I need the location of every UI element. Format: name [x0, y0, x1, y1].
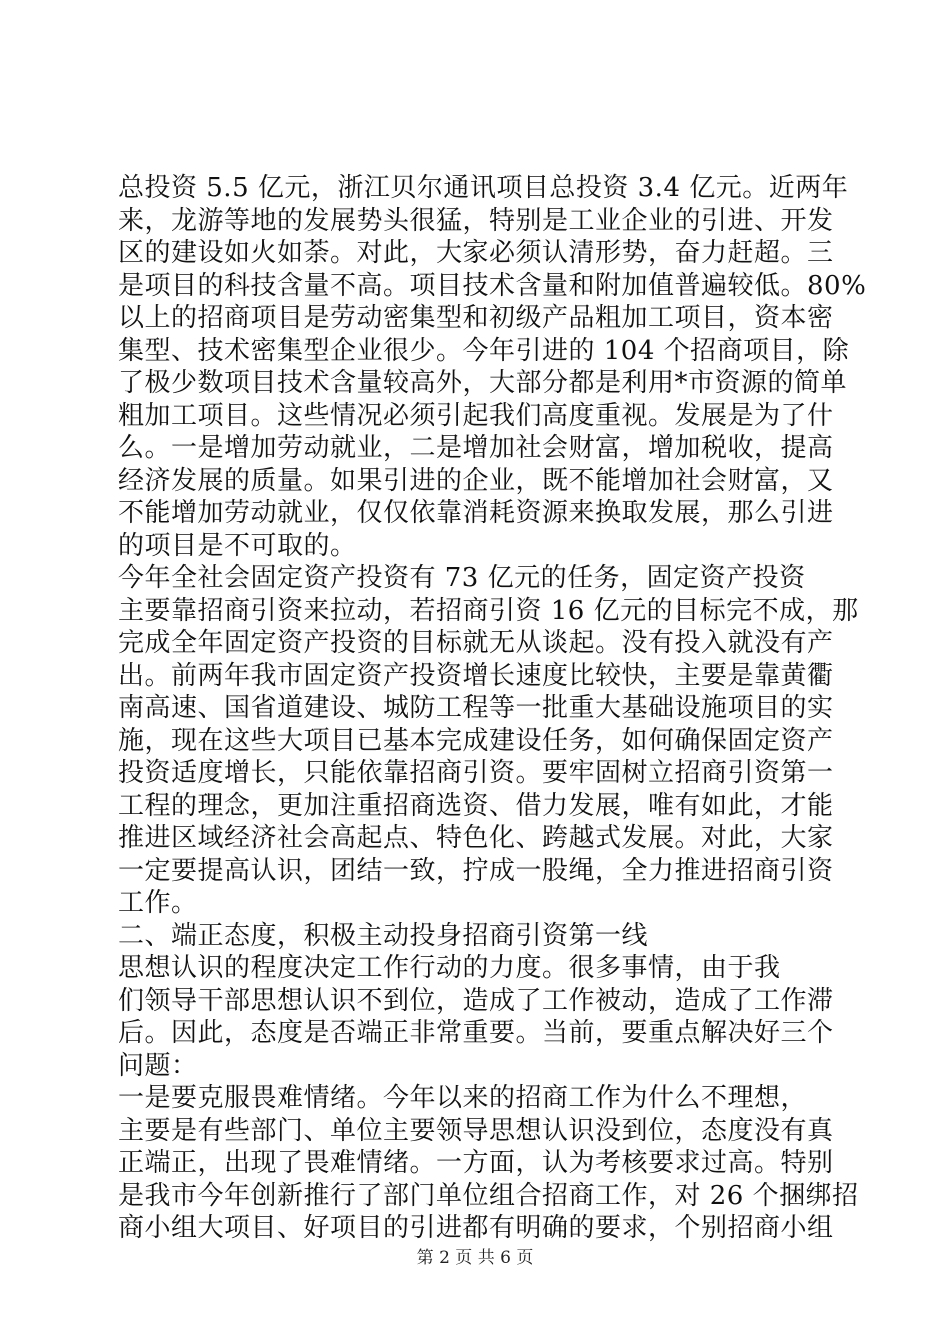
text-line: 是我市今年创新推行了部门单位组合招商工作，对 26 个捆绑招: [118, 1180, 859, 1211]
text-line: 推进区域经济社会高起点、特色化、跨越式发展。对此，大家: [118, 823, 834, 853]
text-line: 投资适度增长，只能依靠招商引资。要牢固树立招商引资第一: [118, 758, 834, 788]
text-line: 思想认识的程度决定工作行动的力度。很多事情，由于我: [118, 953, 781, 983]
text-line: 总投资 5.5 亿元，浙江贝尔通讯项目总投资 3.4 亿元。近两年: [118, 173, 849, 203]
text-line: 问题：: [118, 1050, 198, 1081]
text-line: 以上的招商项目是劳动密集型和初级产品粗加工项目，资本密: [118, 303, 834, 333]
text-line: 集型、技术密集型企业很少。今年引进的 104 个招商项目，除: [118, 335, 850, 366]
text-line: 主要靠招商引资来拉动，若招商引资 16 亿元的目标完不成，那: [118, 595, 859, 626]
page-number-footer: 第 2 页 共 6 页: [416, 1248, 534, 1268]
text-line: 正端正，出现了畏难情绪。一方面，认为考核要求过高。特别: [118, 1148, 834, 1178]
text-line: 后。因此，态度是否端正非常重要。当前，要重点解决好三个: [118, 1018, 834, 1048]
text-line: 区的建设如火如荼。对此，大家必须认清形势，奋力赶超。三: [118, 238, 834, 268]
text-line: 是项目的科技含量不高。项目技术含量和附加值普遍较低。80%: [118, 270, 867, 301]
text-line: 们领导干部思想认识不到位，造成了工作被动，造成了工作滞: [118, 985, 834, 1016]
text-line: 主要是有些部门、单位主要领导思想认识没到位，态度没有真: [118, 1115, 834, 1146]
text-line: 粗加工项目。这些情况必须引起我们高度重视。发展是为了什: [118, 400, 834, 431]
text-line: 不能增加劳动就业，仅仅依靠消耗资源来换取发展，那么引进: [118, 498, 834, 528]
text-line: 商小组大项目、好项目的引进都有明确的要求，个别招商小组: [118, 1213, 834, 1243]
section-heading: 二、端正态度，积极主动投身招商引资第一线: [118, 920, 649, 951]
document-body: [118, 172, 867, 1245]
text-line: 了极少数项目技术含量较高外，大部分都是利用*市资源的简单: [118, 368, 848, 398]
text-line: 经济发展的质量。如果引进的企业，既不能增加社会财富，又: [118, 465, 834, 496]
text-line: 今年全社会固定资产投资有 73 亿元的任务，固定资产投资: [118, 563, 806, 593]
text-line: 完成全年固定资产投资的目标就无从谈起。没有投入就没有产: [118, 628, 834, 658]
text-line: 么。一是增加劳动就业，二是增加社会财富，增加税收，提高: [118, 433, 834, 463]
text-line: 工程的理念，更加注重招商选资、借力发展，唯有如此，才能: [118, 790, 834, 821]
text-line: 施，现在这些大项目已基本完成建设任务，如何确保固定资产: [118, 725, 834, 756]
text-line: 一是要克服畏难情绪。今年以来的招商工作为什么不理想，: [118, 1083, 808, 1113]
text-line: 出。前两年我市固定资产投资增长速度比较快，主要是靠黄衢: [118, 660, 834, 691]
text-line: 一定要提高认识，团结一致，拧成一股绳，全力推进招商引资: [118, 855, 834, 886]
text-line: 来，龙游等地的发展势头很猛，特别是工业企业的引进、开发: [118, 205, 834, 236]
text-line: 南高速、国省道建设、城防工程等一批重大基础设施项目的实: [118, 693, 834, 723]
text-line: 的项目是不可取的。: [118, 530, 357, 561]
text-line: 工作。: [118, 888, 198, 918]
